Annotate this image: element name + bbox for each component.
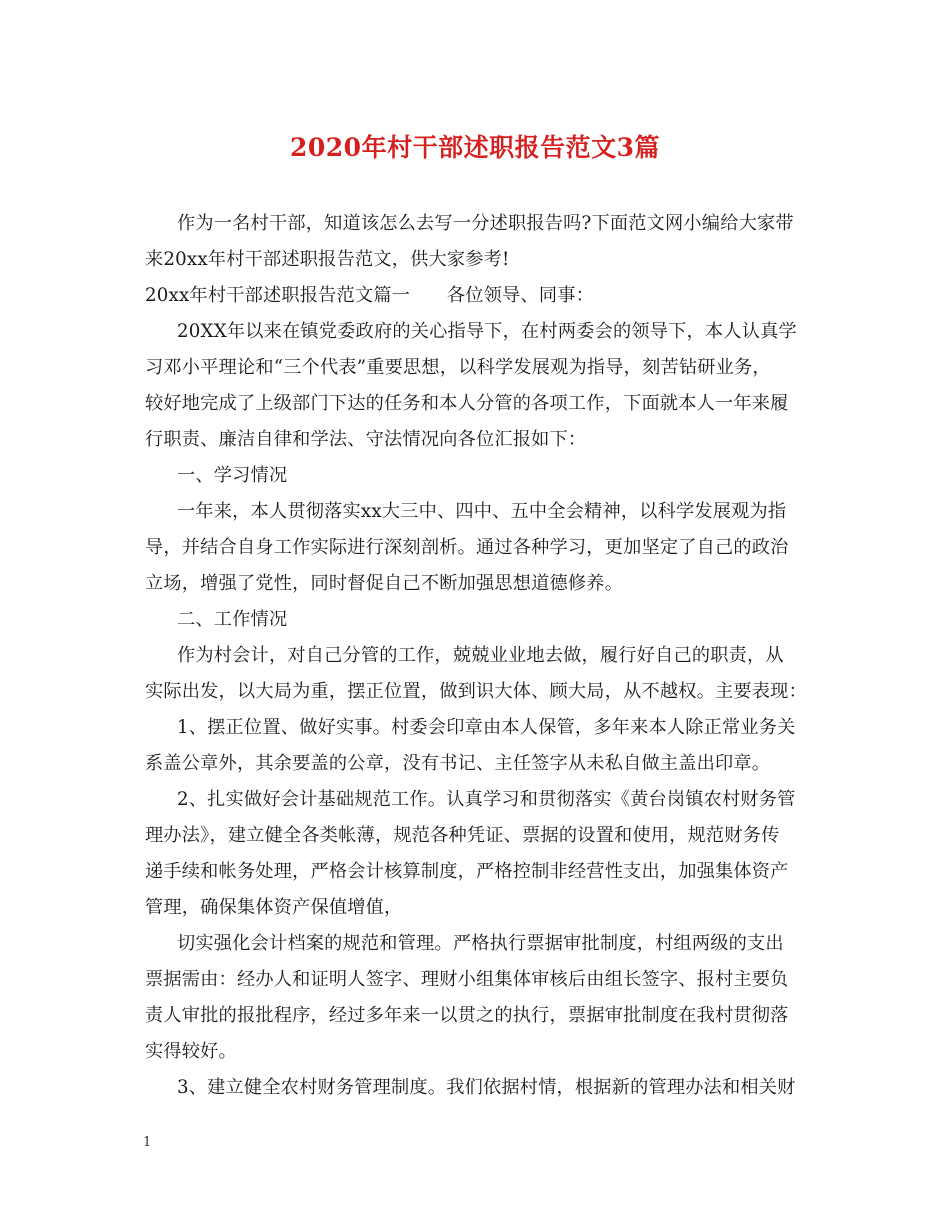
- body-line: 行职责、廉洁自律和学法、守法情况向各位汇报如下：: [145, 429, 587, 450]
- body-line: 票据需由：经办人和证明人签字、理财小组集体审核后由组长签字、报村主要负: [145, 969, 789, 990]
- body-line: 20xx年村干部述职报告范文篇一 各位领导、同事：: [145, 285, 594, 306]
- body-line: 理办法》，建立健全各类帐薄，规范各种凭证、票据的设置和使用，规范财务传: [145, 825, 780, 846]
- page-number: 1: [143, 1135, 152, 1150]
- body-line: 一年来，本人贯彻落实xx大三中、四中、五中全会精神，以科学发展观为指: [177, 501, 787, 522]
- body-line: 立场，增强了党性，同时督促自己不断加强思想道德修养。: [145, 573, 624, 594]
- body-line: 1、摆正位置、做好实事。村委会印章由本人保管，多年来本人除正常业务关: [177, 717, 796, 738]
- body-line: 管理，确保集体资产保值增值，: [145, 897, 403, 918]
- body-line: 20XX年以来在镇党委政府的关心指导下，在村两委会的领导下，本人认真学: [177, 321, 797, 342]
- section-heading: 一、学习情况: [177, 465, 288, 486]
- body-line: 习邓小平理论和“三个代表”重要思想，以科学发展观为指导，刻苦钻研业务，: [145, 357, 771, 378]
- body-line: 2、扎实做好会计基础规范工作。认真学习和贯彻落实《黄台岗镇农村财务管: [177, 789, 796, 810]
- body-line: 3、建立健全农村财务管理制度。我们依据村情，根据新的管理办法和相关财: [177, 1077, 796, 1098]
- body-line: 来20xx年村干部述职报告范文，供大家参考!: [145, 249, 510, 270]
- body-line: 系盖公章外，其余要盖的公章，没有书记、主任签字从未私自做主盖出印章。: [145, 753, 771, 774]
- body-line: 实得较好。: [145, 1041, 237, 1062]
- body-line: 递手续和帐务处理，严格会计核算制度，严格控制非经营性支出，加强集体资产: [145, 861, 789, 882]
- body-line: 作为一名村干部，知道该怎么去写一分述职报告吗?下面范文网小编给大家带: [177, 213, 794, 234]
- body-line: 实际出发，以大局为重，摆正位置，做到识大体、顾大局，从不越权。主要表现：: [145, 681, 807, 702]
- section-heading: 二、工作情况: [177, 609, 288, 630]
- body-line: 责人审批的报批程序，经过多年来一以贯之的执行，票据审批制度在我村贯彻落: [145, 1005, 789, 1026]
- body-line: 切实强化会计档案的规范和管理。严格执行票据审批制度，村组两级的支出: [177, 933, 784, 954]
- body-line: 导，并结合自身工作实际进行深刻剖析。通过各种学习，更加坚定了自己的政治: [145, 537, 789, 558]
- body-line: 较好地完成了上级部门下达的任务和本人分管的各项工作，下面就本人一年来履: [145, 393, 789, 414]
- document-title: 2020年村干部述职报告范文3篇: [290, 133, 660, 162]
- body-line: 作为村会计，对自己分管的工作，兢兢业业地去做，履行好自己的职责，从: [177, 645, 784, 666]
